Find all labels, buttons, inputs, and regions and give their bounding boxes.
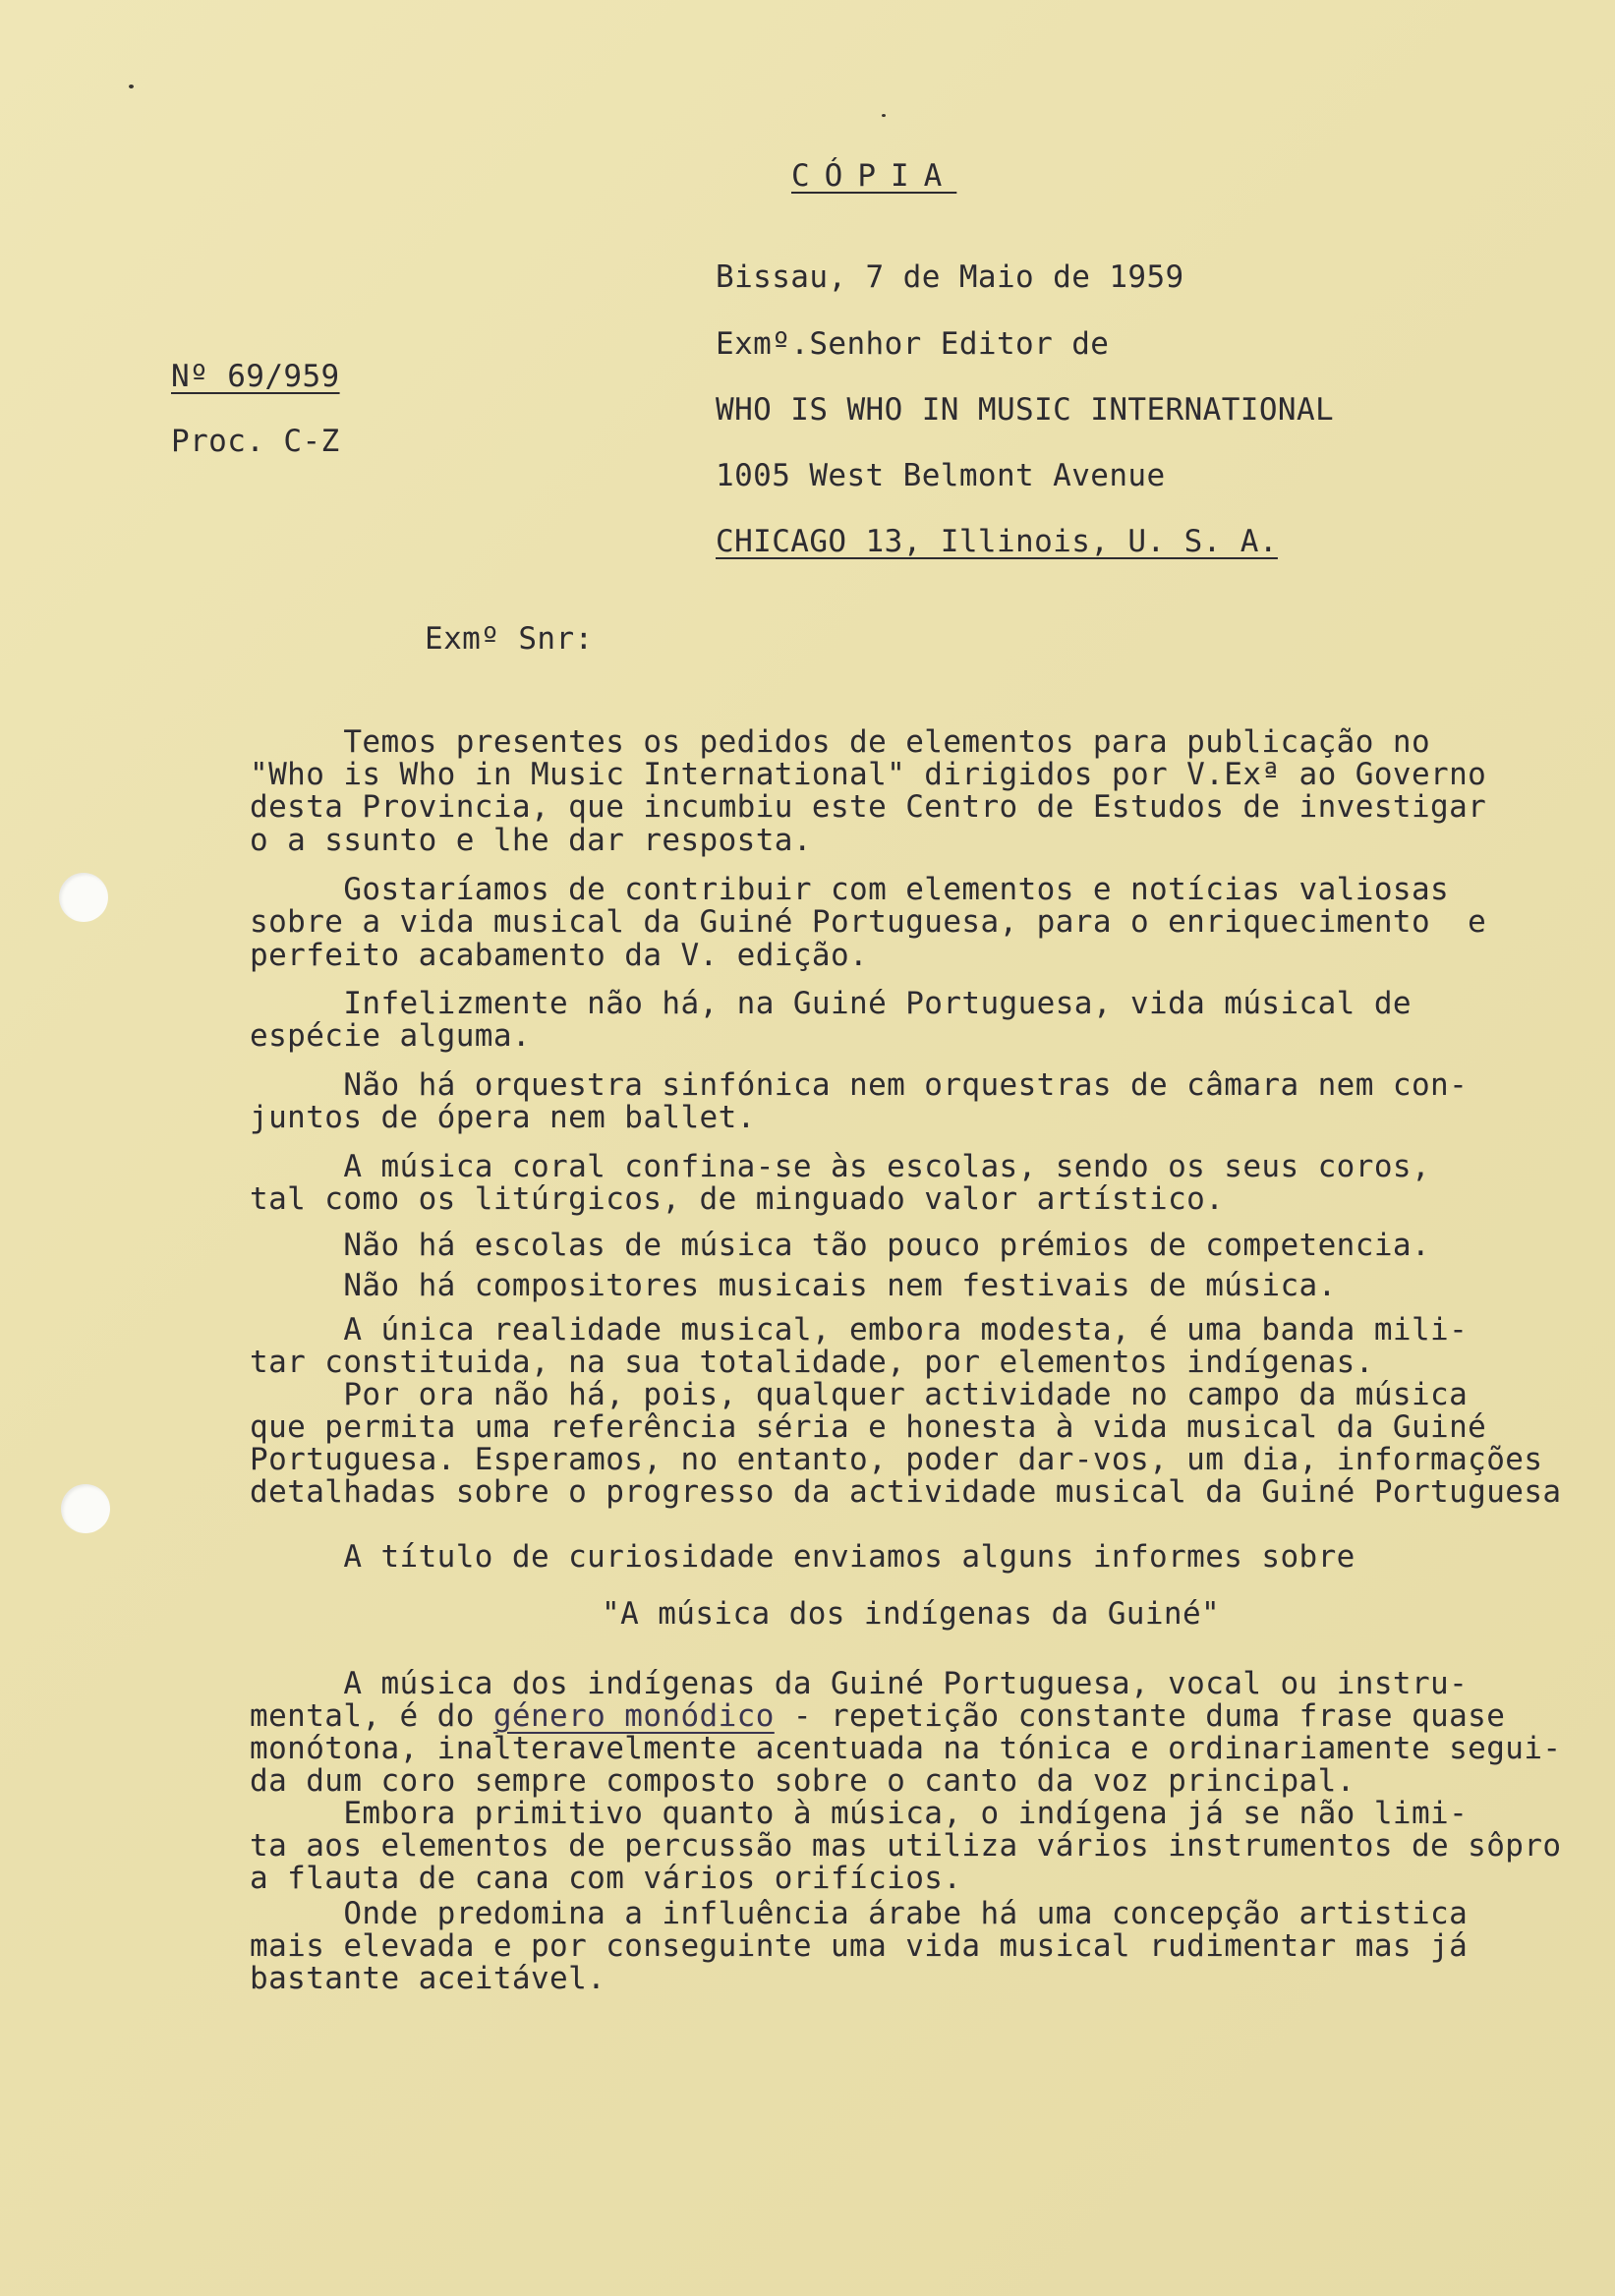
reference-number: Nº 69/959: [171, 359, 340, 394]
body-line: desta Provincia, que incumbiu este Centro de Estudos de investigar: [250, 789, 1487, 825]
punch-hole-top: [59, 873, 108, 922]
body-line: bastante aceitável.: [250, 1961, 606, 1996]
process-code: Proc. C-Z: [171, 424, 340, 459]
body-line: o a ssunto e lhe dar resposta.: [250, 823, 812, 858]
body-line: espécie alguma.: [250, 1018, 531, 1054]
underlined-term: género monódico: [492, 1698, 775, 1734]
body-line-part: - repetição constante duma frase quase: [774, 1698, 1506, 1734]
addressee-line-3: 1005 West Belmont Avenue: [716, 458, 1166, 493]
body-line: Por ora não há, pois, qualquer actividade no campo da música: [250, 1377, 1469, 1412]
body-line: ta aos elementos de percussão mas utiliza vários instrumentos de sôpro: [250, 1828, 1562, 1864]
body-line: Onde predomina a influência árabe há uma concepção artistica: [250, 1896, 1469, 1931]
body-line: tal como os litúrgicos, de minguado valor artístico.: [250, 1181, 1225, 1217]
body-line: mais elevada e por conseguinte uma vida musical rudimentar mas já: [250, 1928, 1469, 1964]
body-line: "Who is Who in Music International" dirigidos por V.Exª ao Governo: [250, 757, 1487, 792]
body-line: a flauta de cana com vários orifícios.: [250, 1861, 962, 1896]
body-line: Embora primitivo quanto à música, o indígena já se não limi-: [250, 1796, 1469, 1831]
body-line: A música dos indígenas da Guiné Portuguesa, vocal ou instru-: [250, 1666, 1469, 1701]
body-line: detalhadas sobre o progresso da actividade musical da Guiné Portuguesa: [250, 1474, 1562, 1510]
body-line-inline: [250, 1699, 1505, 1733]
body-line: A música coral confina-se às escolas, sendo os seus coros,: [250, 1149, 1431, 1184]
body-line: Portuguesa. Esperamos, no entanto, poder dar-vos, um dia, informações: [250, 1442, 1543, 1477]
punch-hole-bottom: [61, 1484, 110, 1533]
body-line: monótona, inalteravelmente acentuada na tónica e ordinariamente segui-: [250, 1731, 1562, 1766]
body-line-part: mental, é do: [250, 1698, 493, 1734]
body-line: Não há compositores musicais nem festivais de música.: [250, 1268, 1337, 1303]
body-line: perfeito acabamento da V. edição.: [250, 938, 869, 973]
body-line: Temos presentes os pedidos de elementos para publicação no: [250, 724, 1431, 760]
body-line: que permita uma referência séria e honesta à vida musical da Guiné: [250, 1409, 1487, 1445]
section-title: "A música dos indígenas da Guiné": [602, 1596, 1221, 1632]
body-line: sobre a vida musical da Guiné Portuguesa, para o enriquecimento e: [250, 904, 1487, 940]
addressee-line-1: Exmº.Senhor Editor de: [716, 326, 1110, 362]
body-line: A única realidade musical, embora modesta, é uma banda mili-: [250, 1312, 1469, 1348]
body-line: da dum coro sempre composto sobre o canto da voz principal.: [250, 1763, 1355, 1799]
ink-speck: [882, 114, 886, 117]
body-line: juntos de ópera nem ballet.: [250, 1100, 756, 1135]
addressee-line-4: CHICAGO 13, Illinois, U. S. A.: [716, 524, 1278, 559]
body-line: tar constituida, na sua totalidade, por elementos indígenas.: [250, 1345, 1374, 1380]
document-header-title: CÓPIA: [791, 158, 957, 194]
body-line: Não há orquestra sinfónica nem orquestras de câmara nem con-: [250, 1067, 1469, 1103]
salutation: Exmº Snr:: [425, 621, 594, 657]
addressee-line-2: WHO IS WHO IN MUSIC INTERNATIONAL: [716, 392, 1335, 428]
date-line: Bissau, 7 de Maio de 1959: [716, 259, 1184, 295]
ink-speck: [129, 85, 134, 88]
body-line: A título de curiosidade enviamos alguns informes sobre: [250, 1539, 1355, 1575]
body-line: Gostaríamos de contribuir com elementos e notícias valiosas: [250, 872, 1450, 907]
body-line: Infelizmente não há, na Guiné Portuguesa, vida músical de: [250, 986, 1412, 1021]
body-line: Não há escolas de música tão pouco prémios de competencia.: [250, 1228, 1431, 1263]
